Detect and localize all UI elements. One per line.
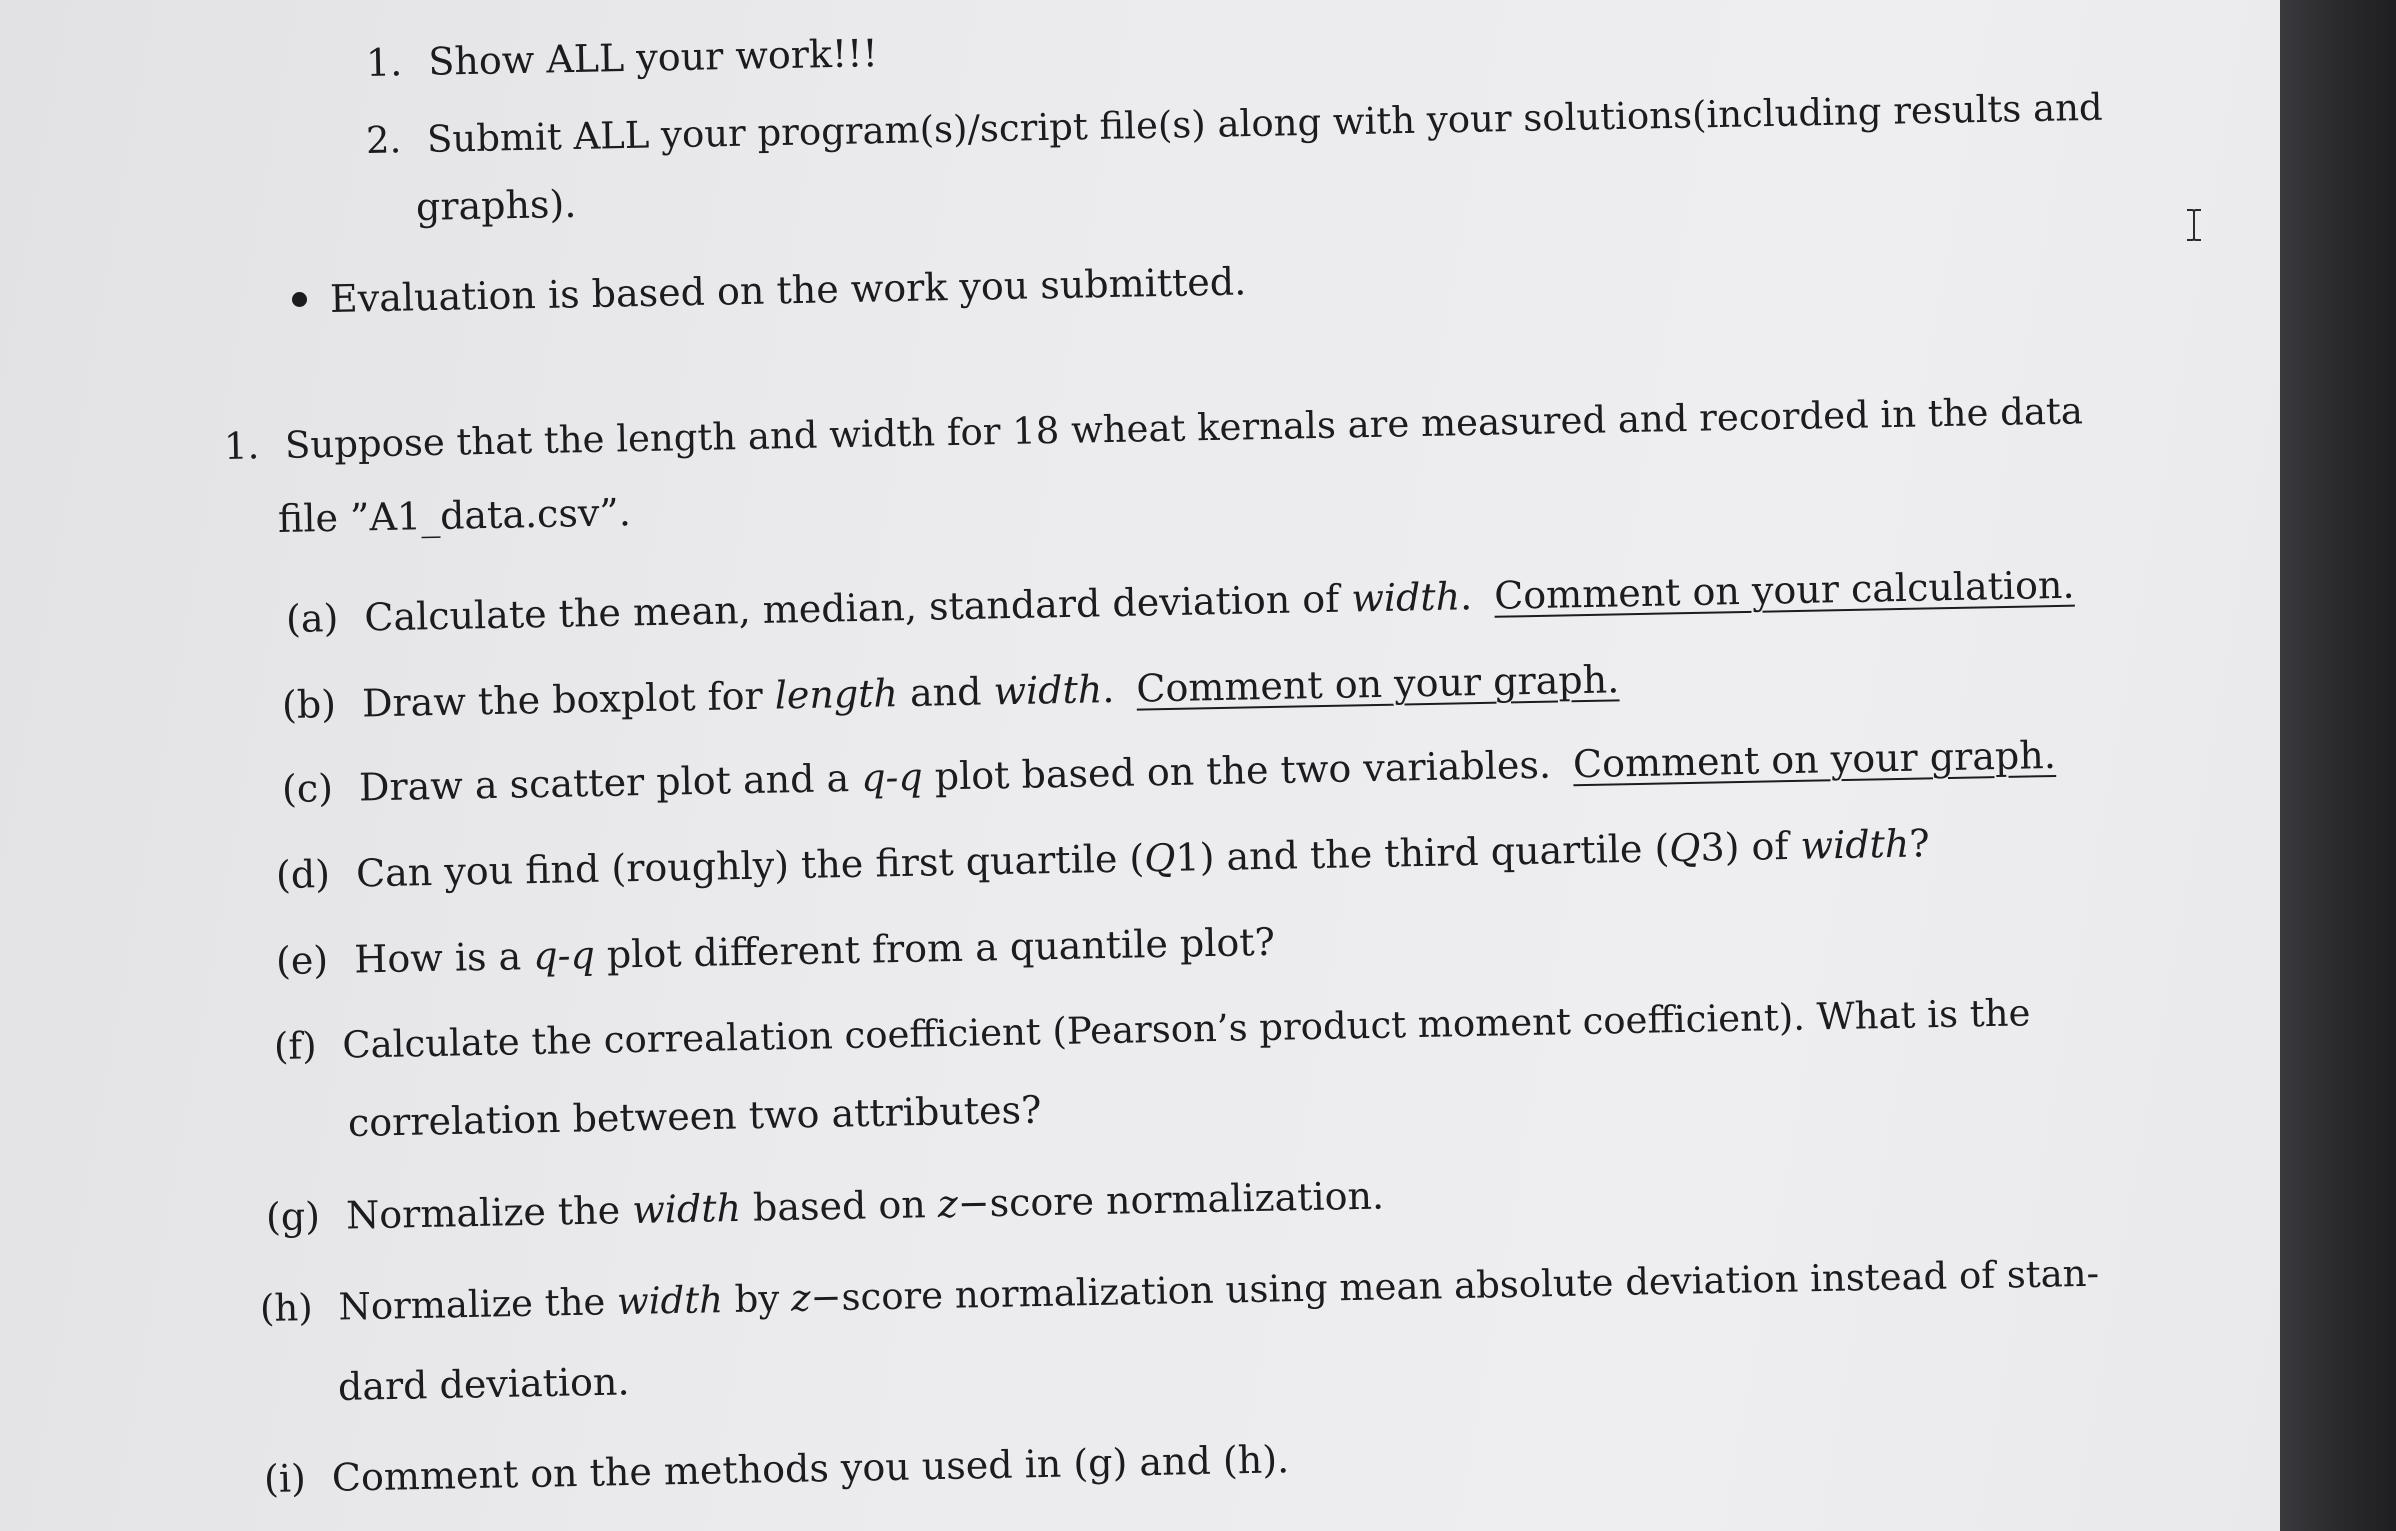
part-label: (f) — [273, 1024, 317, 1068]
variable-length: length — [774, 671, 899, 718]
part-text: Can you find (roughly) the first quartile ( — [355, 836, 1145, 896]
part-b — [281, 657, 1620, 727]
part-text: Calculate the mean, median, standard deviation of — [363, 576, 1352, 640]
variable-width: width — [1800, 821, 1910, 868]
part-label: (a) — [285, 595, 339, 641]
part-text: Normalize the — [338, 1280, 618, 1329]
part-text: plot based on the two variables. — [922, 742, 1552, 799]
part-text: based on — [740, 1182, 939, 1230]
part-text: 1) and the third quartile ( — [1174, 826, 1670, 880]
instruction-2 — [365, 85, 2104, 162]
part-d — [275, 821, 1931, 897]
text-cursor-icon — [2184, 208, 2204, 242]
question-text: Suppose that the length and width for 18 wheat kernals are measured and recorded in the data — [284, 389, 2084, 467]
question-1-line-1 — [223, 389, 2084, 468]
part-g — [265, 1173, 1385, 1239]
variable-width: width — [631, 1185, 742, 1232]
variable-z: z — [937, 1181, 959, 1227]
variable-qq: q-q — [532, 932, 596, 979]
part-text: and — [897, 669, 994, 716]
part-text: How is a — [353, 934, 534, 982]
part-text: plot different from a quantile plot? — [594, 919, 1276, 977]
instruction-number: 2. — [365, 118, 402, 162]
instruction-number: 1. — [365, 40, 403, 85]
question-1-line-2: file ”A1_data.csv”. — [277, 490, 632, 541]
question-number: 1. — [223, 424, 260, 468]
part-label: (d) — [275, 851, 331, 897]
part-text: Comment on the methods you used in (g) and (h). — [331, 1437, 1290, 1500]
part-label: (c) — [281, 766, 334, 811]
instruction-text: Submit ALL your program(s)/script file(s) along with your solutions(including results and — [426, 85, 2104, 161]
variable-qq: q-q — [860, 754, 924, 800]
part-text: 3) of — [1700, 823, 1801, 870]
part-label: (g) — [265, 1193, 321, 1239]
part-text: −score normalization. — [957, 1173, 1385, 1226]
part-text: −score normalization using mean absolute deviation instead of stan- — [810, 1251, 2100, 1320]
variable-q: Q — [1143, 835, 1176, 881]
part-text: by — [722, 1276, 792, 1322]
part-f — [273, 991, 2031, 1068]
part-label: (e) — [275, 938, 329, 983]
comment-instruction: Comment on your graph. — [1135, 657, 1620, 711]
part-text: Draw a scatter plot and a — [358, 755, 862, 810]
instruction-1 — [365, 31, 879, 85]
part-f-continuation: correlation between two attributes? — [347, 1087, 1042, 1145]
part-c — [281, 732, 2057, 811]
comment-instruction: Comment on your calculation. — [1493, 562, 2075, 618]
part-text: . — [1101, 667, 1115, 712]
part-i — [263, 1437, 1290, 1501]
variable-width: width — [993, 667, 1103, 714]
variable-width: width — [1350, 574, 1461, 621]
part-label: (b) — [281, 681, 337, 727]
variable-width: width — [616, 1278, 724, 1324]
variable-z: z — [790, 1276, 811, 1320]
part-text: Draw the boxplot for — [361, 673, 776, 726]
part-h — [259, 1251, 2100, 1330]
instruction-2-continuation: graphs). — [415, 181, 577, 229]
part-text: ? — [1908, 821, 1931, 866]
part-h-continuation: dard deviation. — [337, 1359, 630, 1409]
bullet-text: Evaluation is based on the work you submitted. — [329, 259, 1247, 321]
bullet-icon — [292, 292, 307, 307]
variable-q: Q — [1668, 825, 1701, 871]
part-label: (i) — [263, 1456, 307, 1501]
part-text: Calculate the correalation coefficient (Pearson’s product moment coefficient). What is the — [341, 991, 2031, 1067]
part-e — [275, 919, 1276, 983]
part-text: Normalize the — [345, 1187, 633, 1238]
comment-instruction: Comment on your graph. — [1572, 732, 2057, 787]
instruction-text: Show ALL your work!!! — [427, 31, 879, 84]
part-a — [285, 562, 2075, 641]
screen-bezel — [2280, 0, 2396, 1531]
part-text: . — [1459, 574, 1473, 619]
part-label: (h) — [259, 1285, 314, 1330]
